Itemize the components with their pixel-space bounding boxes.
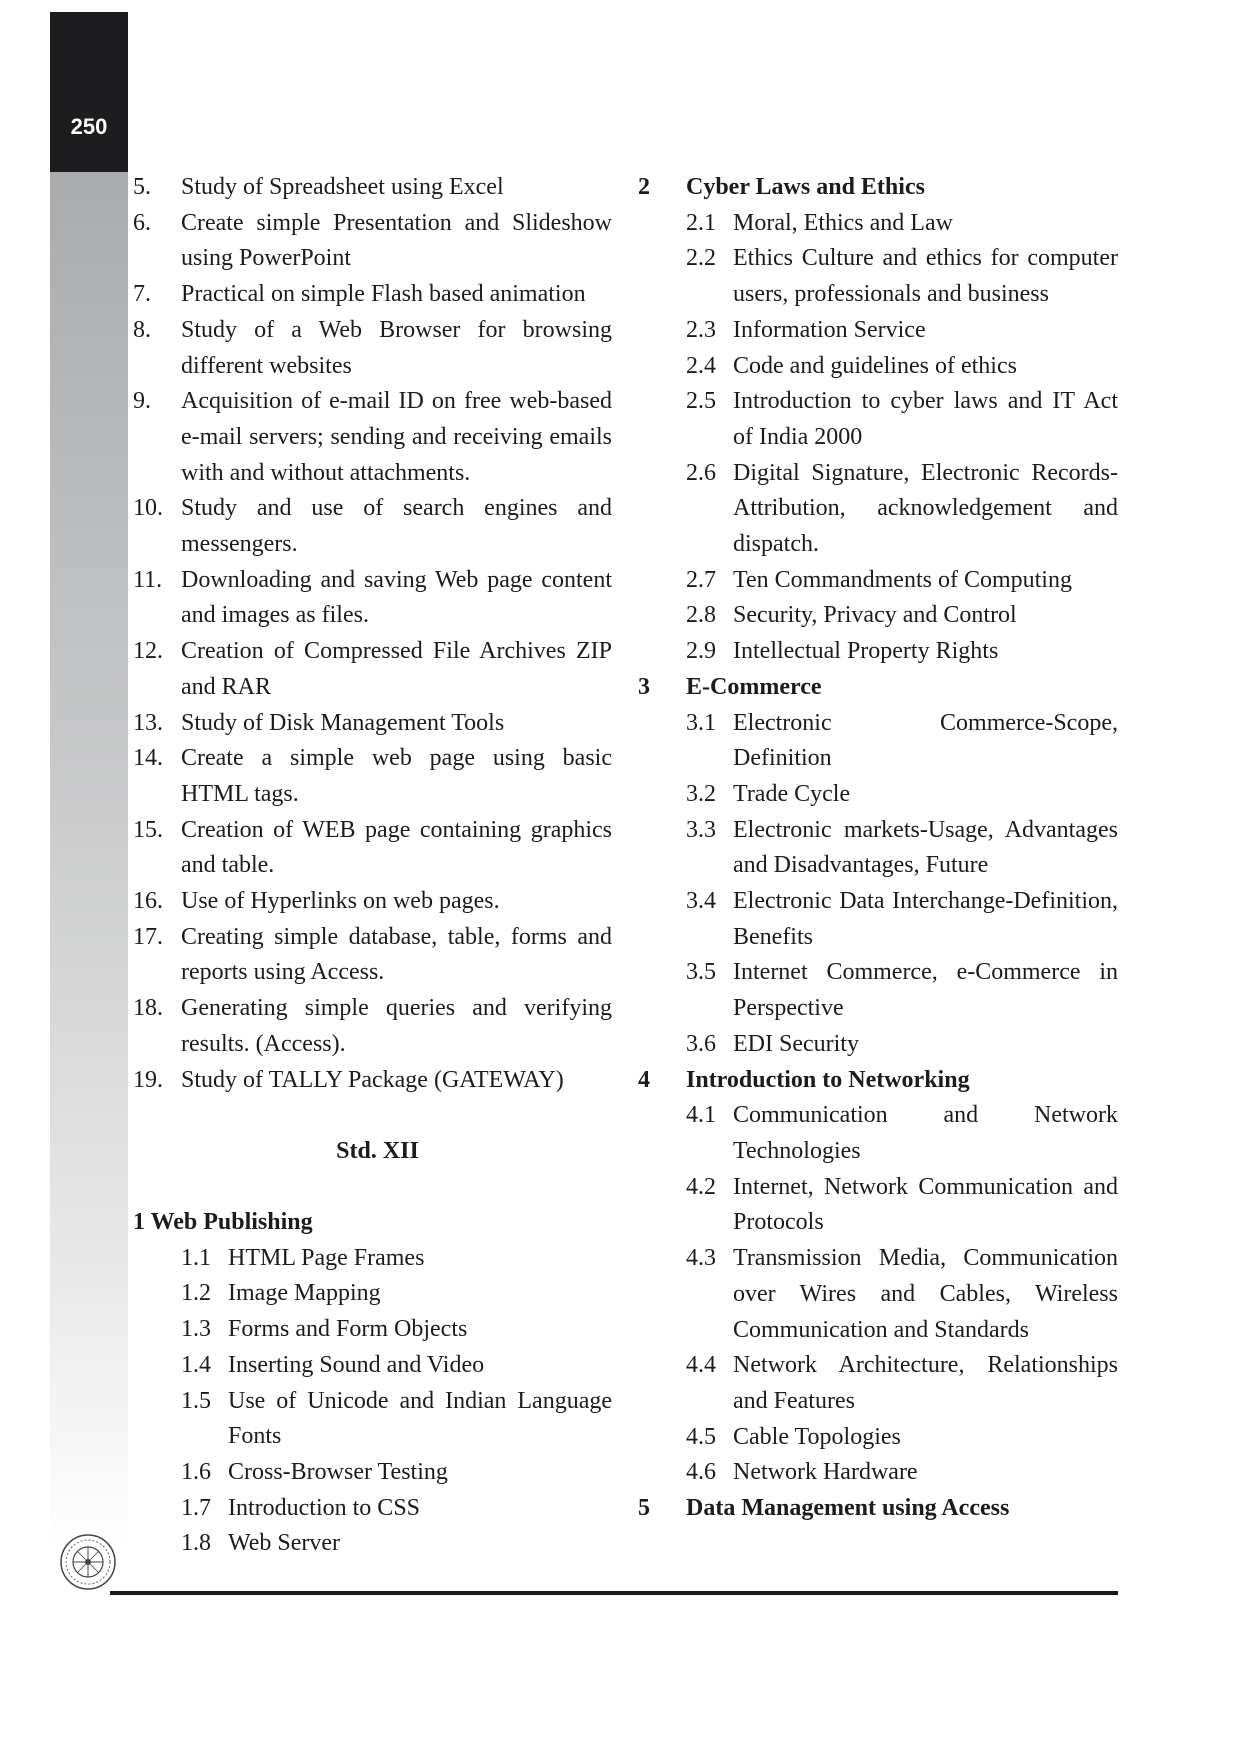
std-title: Std. XII <box>336 1138 419 1165</box>
section-heading: 4 Introduction to Networking <box>638 1066 970 1093</box>
list-item: 2.1 Moral, Ethics and Law <box>686 209 953 236</box>
list-item: 16. Use of Hyperlinks on web pages. <box>133 888 500 915</box>
list-item: 4.3 Transmission Media, Communication over Wires and Cables, Wireless Communication and Standards <box>686 1245 1118 1343</box>
list-item: 11. Downloading and saving Web page content and images as files. <box>133 566 612 629</box>
list-item: 2.5 Introduction to cyber laws and IT Act of India 2000 <box>686 388 1118 450</box>
list-item: 4.6 Network Hardware <box>686 1459 918 1486</box>
list-item: 3.4 Electronic Data Interchange-Definition, Benefits <box>686 888 1118 950</box>
list-item: 12. Creation of Compressed File Archives ZIP and RAR <box>133 638 612 700</box>
list-item: 2.6 Digital Signature, Electronic Records-Attribution, acknowledgement and dispatch. <box>686 459 1118 558</box>
list-item: 13. Study of Disk Management Tools <box>133 709 505 736</box>
list-item: 18. Generating simple queries and verifying results. (Access). <box>133 995 612 1057</box>
right-column <box>638 170 1118 1527</box>
list-item: 5. Study of Spreadsheet using Excel <box>133 174 504 200</box>
list-item: 2.4 Code and guidelines of ethics <box>686 352 1017 379</box>
list-item: 15. Creation of WEB page containing graphics and table. <box>133 816 612 879</box>
list-item: 19. Study of TALLY Package (GATEWAY) <box>133 1066 564 1093</box>
list-item: 2.3 Information Service <box>686 316 926 343</box>
page-tab-gradient <box>50 172 128 1552</box>
list-item: 1.7 Introduction to CSS <box>181 1494 421 1521</box>
left-column <box>133 170 612 1562</box>
page-number: 250 <box>70 114 108 139</box>
list-item: 3.1 Electronic Commerce-Scope, Definition <box>686 709 1118 772</box>
list-item: 14. Create a simple web page using basic HTML tags. <box>133 745 612 807</box>
list-item: 2.7 Ten Commandments of Computing <box>686 566 1072 593</box>
list-item: 2.8 Security, Privacy and Control <box>686 602 1017 629</box>
list-item: 1.6 Cross-Browser Testing <box>181 1458 448 1485</box>
list-item: 6. Create simple Presentation and Slideshow using PowerPoint <box>133 209 612 272</box>
list-item: 4.4 Network Architecture, Relationships and Features <box>686 1352 1118 1414</box>
list-item: 3.6 EDI Security <box>686 1030 859 1057</box>
list-item: 1.2 Image Mapping <box>181 1280 381 1307</box>
list-item: 1.8 Web Server <box>181 1530 341 1557</box>
list-item: 1.5 Use of Unicode and Indian Language Fonts <box>181 1387 612 1450</box>
list-item: 7. Practical on simple Flash based animation <box>133 281 586 308</box>
list-item: 10. Study and use of search engines and messengers. <box>133 495 612 558</box>
list-item: 2.9 Intellectual Property Rights <box>686 638 999 665</box>
list-item: 1.1 HTML Page Frames <box>181 1244 425 1271</box>
section-heading: 3 E-Commerce <box>638 673 822 700</box>
list-item: 1.4 Inserting Sound and Video <box>181 1351 485 1378</box>
list-item: 9. Acquisition of e-mail ID on free web-based e-mail servers; sending and receiving emails with and without attachments. <box>133 388 612 486</box>
page-tab <box>50 12 128 172</box>
list-item: 3.5 Internet Commerce, e-Commerce in Perspective <box>686 959 1118 1022</box>
emblem-icon <box>58 1532 118 1592</box>
section-heading: 5 Data Management using Access <box>638 1495 1010 1522</box>
list-item: 4.5 Cable Topologies <box>686 1423 901 1450</box>
list-item: 8. Study of a Web Browser for browsing different websites <box>133 316 612 379</box>
list-item: 3.2 Trade Cycle <box>686 780 851 807</box>
list-item: 4.2 Internet, Network Communication and Protocols <box>686 1173 1118 1236</box>
bottom-rule <box>110 1591 1118 1595</box>
list-item: 17. Creating simple database, table, forms and reports using Access. <box>133 923 612 986</box>
list-item: 2.2 Ethics Culture and ethics for computer users, professionals and business <box>686 245 1118 308</box>
list-item: 3.3 Electronic markets-Usage, Advantages and Disadvantages, Future <box>686 816 1118 879</box>
list-item: 4.1 Communication and Network Technologies <box>686 1102 1118 1164</box>
section-heading: 2 Cyber Laws and Ethics <box>638 174 925 200</box>
list-item: 1.3 Forms and Form Objects <box>181 1316 468 1343</box>
section-heading: 1 Web Publishing <box>133 1208 313 1235</box>
